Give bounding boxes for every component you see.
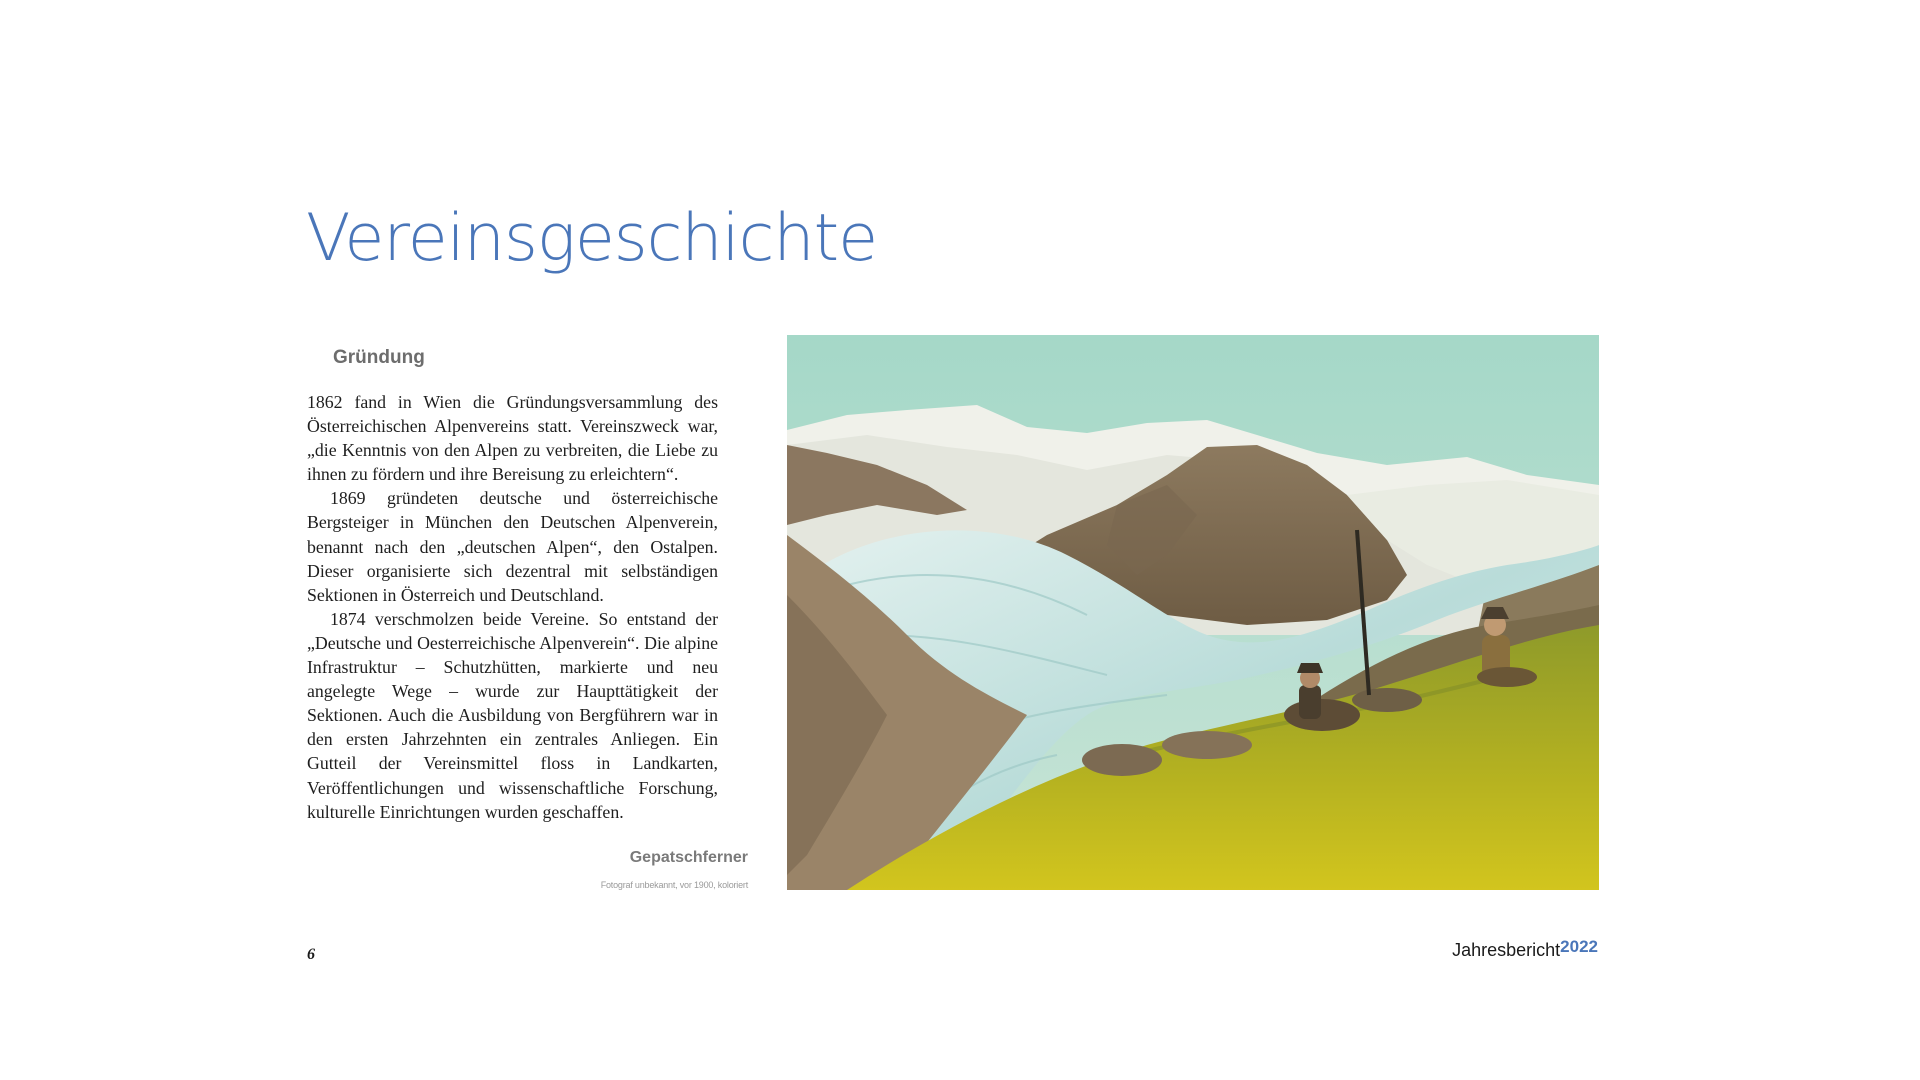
image-caption-credit: Fotograf unbekannt, vor 1900, koloriert	[600, 880, 748, 890]
paragraph-1: 1862 fand in Wien die Gründungsversammlung des Österreichischen Alpenvereins statt. Vereinszweck war, „die Kenntnis von den Alpen zu verbreiten, die Liebe zu ihnen zu fördern und ihre Bereisung zu erleichtern“.	[307, 392, 718, 485]
glacier-illustration	[787, 335, 1599, 890]
image-caption-title: Gepatschferner	[629, 849, 748, 866]
section-heading: Gründung	[333, 347, 425, 368]
paragraph-3: 1874 verschmolzen beide Vereine. So entstand der „Deutsche und Oesterreichische Alpenverein“. Die alpine Infrastruktur – Schutzhütten, markierte und neu angelegte Wege – wurde zur Haupttätigkeit der Sektionen. Auch die Ausbildung von Bergführern war in den ersten Jahrzehnten ein zentrales Anliegen. Ein Gutteil der Vereinsmittel floss in Landkarten, Veröffentlichungen und wissenschaftliche Forschung, kulturelle Einrichtungen wurden geschaffen.	[307, 608, 718, 822]
page-number: 6	[307, 946, 315, 963]
brand-text: Jahresbericht	[1452, 940, 1561, 960]
paragraph-2: 1869 gründeten deutsche und österreichische Bergsteiger in München den Deutschen Alpenverein, benannt nach den „deutschen Alpen“, den Ostalpen. Dieser organisierte sich dezentral mit selbständigen Sektionen in Österreich und Deutschland.	[307, 488, 718, 605]
footer-brand	[1452, 937, 1598, 961]
page-title: Vereinsgeschichte	[306, 201, 878, 276]
glacier-photo	[787, 335, 1599, 890]
body-text	[307, 390, 718, 824]
brand-year: 2022	[1560, 937, 1598, 956]
